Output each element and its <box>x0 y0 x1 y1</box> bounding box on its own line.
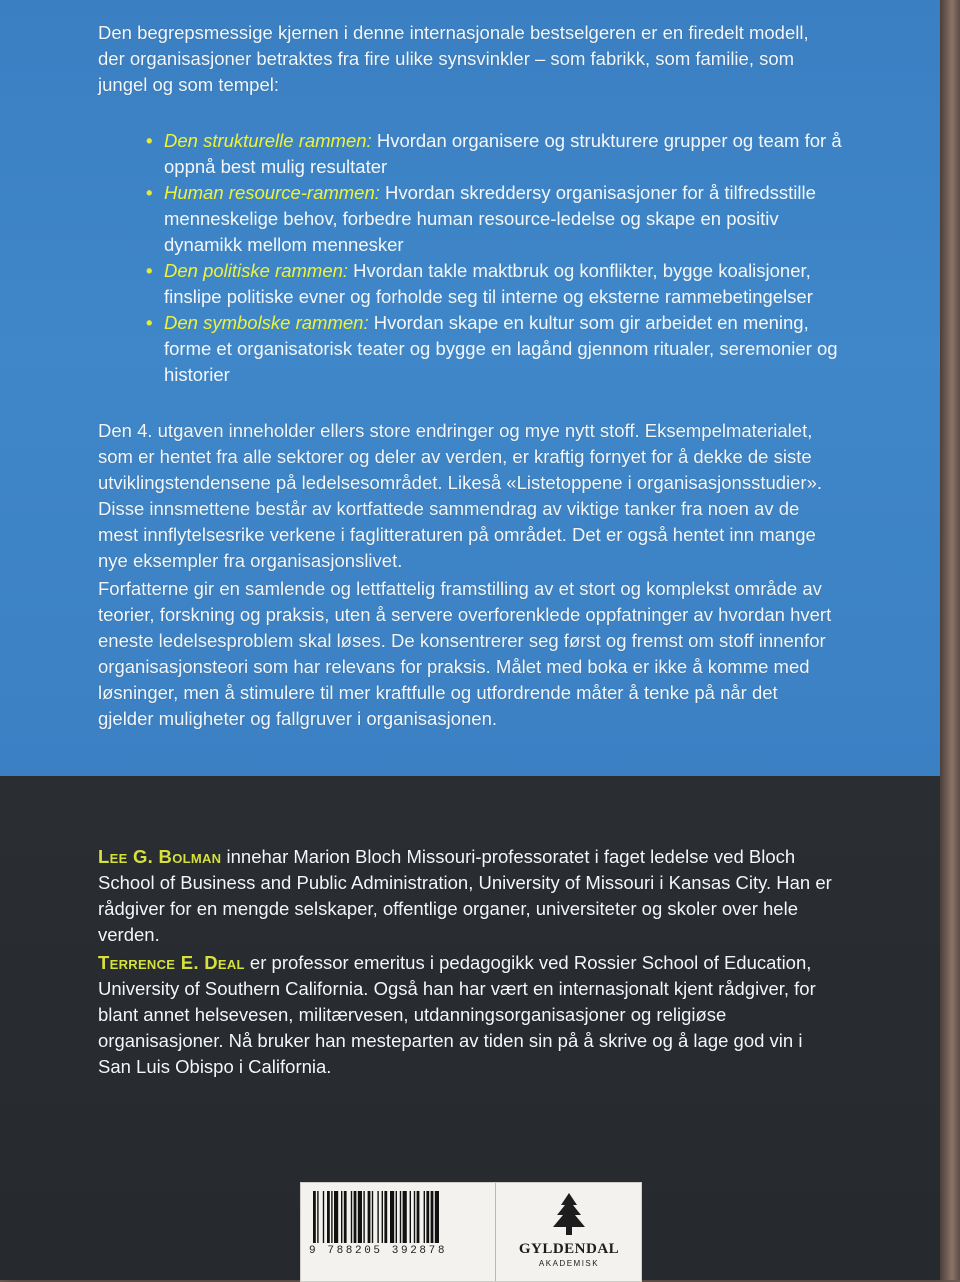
frame-text: Hvordan skreddersy organisasjoner for å tilfredsstille menneskelige behov, forbedre human resource-ledelse og skape en positiv dynamikk mellom mennesker <box>164 182 816 255</box>
bullet-icon: • <box>146 260 153 281</box>
barcode-bar <box>372 1191 373 1243</box>
barcode-sticker <box>300 1182 642 1282</box>
frame-text: Hvordan takle maktbruk og konflikter, bygge koalisjoner, finslipe politiske evner og forholde seg til interne og eksterne rammebetingelser <box>164 260 813 307</box>
frame-title: Den symbolske rammen: <box>164 312 369 333</box>
publisher-imprint: AKADEMISK <box>538 1259 600 1268</box>
barcode-bar <box>341 1191 342 1243</box>
author-name: Lee G. Bolman <box>98 846 222 867</box>
barcode <box>309 1191 493 1281</box>
frame-item-political <box>146 258 846 310</box>
bullet-icon: • <box>146 130 153 151</box>
barcode-bar <box>334 1191 338 1243</box>
barcode-bar <box>390 1191 394 1243</box>
barcode-bar <box>344 1191 347 1243</box>
publisher-logo <box>497 1183 641 1281</box>
author-bio-bolman <box>98 844 838 948</box>
barcode-bar <box>435 1191 439 1243</box>
barcode-bar <box>317 1191 318 1243</box>
barcode-bar <box>417 1191 420 1243</box>
bullet-icon: • <box>146 182 153 203</box>
isbn-number: 9 788205 392878 <box>309 1245 448 1257</box>
barcode-bar <box>424 1191 425 1243</box>
barcode-bar <box>368 1191 371 1243</box>
publisher-name: GYLDENDAL <box>518 1241 620 1257</box>
frame-text: Hvordan organisere og strukturere grupper og team for å oppnå best mulig resultater <box>164 130 842 177</box>
author-name: Terrence E. Deal <box>98 952 245 973</box>
summary-paragraph: Forfatterne gir en samlende og lettfattelig framstilling av et stort og komplekst område av teorier, forskning og praksis, uten å servere overforenklede oppfatninger av hvordan hvert eneste ledelsesproblem skal løses. De konsentrerer seg først og fremst om stoff innenfor organisasjonsteori som har relevans for praksis. Målet med boka er ikke å komme med løsninger, men å stimulere til mer kraftfulle og utfordrende måter å tenke på når det gjelder muligheter og fallgruver i organisasjonen. <box>98 578 832 729</box>
barcode-bar <box>431 1191 434 1243</box>
bullet-icon: • <box>146 312 153 333</box>
barcode-bar <box>400 1191 401 1243</box>
frames-list <box>146 128 846 388</box>
edition-paragraph: Den 4. utgaven inneholder ellers store endringer og mye nytt stoff. Eksempelmaterialet, som er hentet fra alle sektorer og deler av verden, er kraftig fornyet for å dekke de siste utviklingstendensene på ledelsesområdet. Likeså «Listetoppene i organisasjonsstudier». Disse innsmettene består av kortfattede sammendrag av viktige tanker fra noen av de mest innflytelsesrike verkene i faglitteraturen på området. Det er også hentet inn mange nye eksempler fra organisasjonslivet. <box>98 420 823 571</box>
background-edge <box>940 0 960 1280</box>
barcode-bar <box>426 1191 429 1243</box>
frame-title: Den strukturelle rammen: <box>164 130 372 151</box>
barcode-bar <box>377 1191 378 1243</box>
author-bio-text: innehar Marion Bloch Missouri-professoratet i faget ledelse ved Bloch School of Business and Public Administration, University of Missouri i Kansas City. Han er rådgiver for en mengde selskaper, offentlige organer, universiteter og skoler over hele verden. <box>98 846 832 945</box>
barcode-bar <box>396 1191 397 1243</box>
barcode-bar <box>323 1191 324 1243</box>
barcode-bar <box>313 1191 316 1243</box>
barcode-bar <box>414 1191 415 1243</box>
barcode-bar <box>358 1191 362 1243</box>
frame-text: Hvordan skape en kultur som gir arbeidet en mening, forme et organisatorisk teater og bygge en lagånd gjennom ritualer, seremonier og historier <box>164 312 838 385</box>
frame-item-human-resource <box>146 180 846 258</box>
barcode-bar <box>410 1191 411 1243</box>
barcode-bar <box>382 1191 383 1243</box>
frame-item-structural <box>146 128 846 180</box>
barcode-bar <box>403 1191 407 1243</box>
tree-icon <box>549 1191 589 1239</box>
author-bio-text: er professor emeritus i pedagogikk ved Rossier School of Education, University of Southern California. Også han har vært en internasjonalt kjent rådgiver, for blant annet helsevesen, militærvesen, utdanningsorganisasjoner og religiøse organisasjoner. Nå bruker han mesteparten av tiden sin på å skrive og å lage god vin i San Luis Obispo i California. <box>98 952 816 1077</box>
author-bio-deal <box>98 950 838 1080</box>
barcode-bar <box>351 1191 352 1243</box>
barcode-bar <box>354 1191 357 1243</box>
intro-paragraph: Den begrepsmessige kjernen i denne internasjonale bestselgeren er en firedelt modell, der organisasjoner betraktes fra fire ulike synsvinkler – som fabrikk, som familie, som jungel og som tempel: <box>98 22 809 95</box>
barcode-bar <box>363 1191 364 1243</box>
barcode-bar <box>384 1191 387 1243</box>
barcode-bar <box>331 1191 332 1243</box>
frame-title: Human resource-rammen: <box>164 182 380 203</box>
frame-title: Den politiske rammen: <box>164 260 349 281</box>
frame-item-symbolic <box>146 310 846 388</box>
barcode-bars <box>309 1191 485 1243</box>
sticker-divider <box>495 1183 496 1281</box>
barcode-bar <box>327 1191 330 1243</box>
